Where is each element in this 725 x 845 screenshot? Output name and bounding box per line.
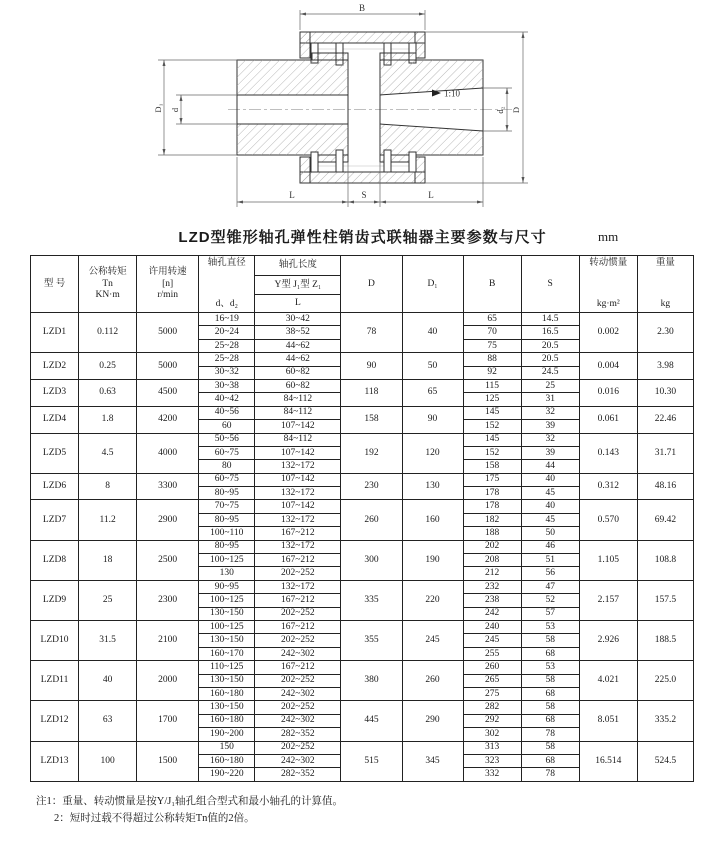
cell-B: 92 — [463, 366, 521, 379]
cell-D1: 160 — [402, 500, 463, 540]
cell-B: 232 — [463, 580, 521, 593]
cell-weight: 3.98 — [637, 353, 693, 380]
cell-D1: 345 — [402, 741, 463, 781]
cell-torque: 0.112 — [79, 313, 137, 353]
cell-bore-diameter: 80~95 — [199, 540, 255, 553]
bore-diameter-symbols: d、d₂ — [215, 299, 238, 310]
cell-model: LZD9 — [31, 580, 79, 620]
cell-bore-diameter: 50~56 — [199, 433, 255, 446]
cell-torque: 18 — [79, 540, 137, 580]
cell-bore-length: 44~62 — [255, 353, 341, 366]
cell-S: 68 — [521, 687, 579, 700]
torque-label: 公称转矩 — [88, 266, 127, 277]
elastic-pin — [409, 152, 416, 172]
cell-bore-length: 107~142 — [255, 473, 341, 486]
cell-D1: 130 — [402, 473, 463, 500]
cell-model: LZD4 — [31, 406, 79, 433]
cell-B: 65 — [463, 313, 521, 326]
cell-S: 44 — [521, 460, 579, 473]
cell-bore-length: 282~352 — [255, 768, 341, 781]
cell-S: 50 — [521, 527, 579, 540]
cell-model: LZD6 — [31, 473, 79, 500]
cell-bore-length: 282~352 — [255, 728, 341, 741]
cell-bore-length: 107~142 — [255, 500, 341, 513]
cell-D: 445 — [341, 701, 402, 741]
top-sleeve — [300, 32, 425, 43]
cell-bore-length: 84~112 — [255, 433, 341, 446]
cell-D1: 90 — [402, 406, 463, 433]
cell-speed: 4500 — [137, 379, 199, 406]
cell-torque: 8 — [79, 473, 137, 500]
cell-bore-length: 60~82 — [255, 366, 341, 379]
torque-symbol: Tn — [102, 278, 113, 289]
col-header-model: 型 号 — [31, 256, 79, 313]
cell-bore-diameter: 130 — [199, 567, 255, 580]
cell-speed: 2000 — [137, 661, 199, 701]
cell-bore-length: 242~302 — [255, 754, 341, 767]
table-row — [31, 701, 694, 714]
cell-D: 230 — [341, 473, 402, 500]
table-row — [31, 620, 694, 633]
table-row — [31, 580, 694, 593]
cell-speed: 4000 — [137, 433, 199, 473]
cell-inertia: 0.312 — [579, 473, 637, 500]
cell-bore-diameter: 90~95 — [199, 580, 255, 593]
cell-torque: 1.8 — [79, 406, 137, 433]
cell-bore-length: 44~62 — [255, 339, 341, 352]
cell-B: 158 — [463, 460, 521, 473]
cell-bore-length: 167~212 — [255, 527, 341, 540]
cell-S: 57 — [521, 607, 579, 620]
cell-inertia: 1.105 — [579, 540, 637, 580]
top-sleeve-left-cap — [300, 32, 310, 58]
cell-B: 238 — [463, 594, 521, 607]
cell-weight: 335.2 — [637, 701, 693, 741]
cell-speed: 4200 — [137, 406, 199, 433]
cell-bore-length: 202~252 — [255, 701, 341, 714]
cell-model: LZD11 — [31, 661, 79, 701]
cell-weight: 69.42 — [637, 500, 693, 540]
col-header-inertia — [579, 256, 637, 313]
col-header-speed — [137, 256, 199, 313]
cell-model: LZD8 — [31, 540, 79, 580]
cell-inertia: 0.016 — [579, 379, 637, 406]
cell-inertia: 0.570 — [579, 500, 637, 540]
cell-B: 145 — [463, 406, 521, 419]
cell-S: 40 — [521, 500, 579, 513]
cell-bore-length: 84~112 — [255, 406, 341, 419]
table-row — [31, 353, 694, 366]
table-row — [31, 313, 694, 326]
footnote-2: 2：短时过载不得超过公称转矩Tn值的2倍。 — [54, 813, 255, 824]
cell-bore-length: 167~212 — [255, 661, 341, 674]
cell-bore-diameter: 130~150 — [199, 701, 255, 714]
cell-D1: 260 — [402, 661, 463, 701]
cell-S: 16.5 — [521, 326, 579, 339]
cell-B: 323 — [463, 754, 521, 767]
col-header-bore-length: 轴孔长度 — [255, 256, 341, 276]
cell-model: LZD5 — [31, 433, 79, 473]
bottom-sleeve — [300, 172, 425, 183]
cell-B: 88 — [463, 353, 521, 366]
cell-bore-diameter: 160~170 — [199, 647, 255, 660]
cell-bore-diameter: 25~28 — [199, 353, 255, 366]
cell-B: 145 — [463, 433, 521, 446]
cell-weight: 524.5 — [637, 741, 693, 781]
dim-label-D: D — [511, 106, 521, 114]
parameters-table — [30, 255, 694, 782]
cell-inertia: 0.061 — [579, 406, 637, 433]
cell-bore-diameter: 60~75 — [199, 446, 255, 459]
cell-bore-diameter: 25~28 — [199, 339, 255, 352]
cell-model: LZD12 — [31, 701, 79, 741]
cell-S: 53 — [521, 620, 579, 633]
cell-S: 39 — [521, 446, 579, 459]
cell-S: 31 — [521, 393, 579, 406]
cell-B: 313 — [463, 741, 521, 754]
cell-bore-diameter: 100~125 — [199, 594, 255, 607]
speed-label: 许用转速 — [148, 266, 187, 277]
cell-bore-length: 202~252 — [255, 634, 341, 647]
cell-D: 158 — [341, 406, 402, 433]
cell-D: 90 — [341, 353, 402, 380]
cell-bore-length: 242~302 — [255, 647, 341, 660]
cell-bore-diameter: 80 — [199, 460, 255, 473]
col-header-length-types: Y型 J₁型 Z₁ — [255, 276, 341, 294]
cell-S: 14.5 — [521, 313, 579, 326]
cell-B: 70 — [463, 326, 521, 339]
cell-bore-diameter: 190~220 — [199, 768, 255, 781]
cell-B: 212 — [463, 567, 521, 580]
cell-D1: 65 — [402, 379, 463, 406]
cell-B: 292 — [463, 714, 521, 727]
cell-weight: 31.71 — [637, 433, 693, 473]
footnote-1: 注1：重量、转动惯量是按Y/J₁轴孔组合型式和最小轴孔的计算值。 — [36, 796, 343, 807]
cell-B: 240 — [463, 620, 521, 633]
table-row — [31, 379, 694, 392]
weight-label: 重量 — [655, 258, 675, 268]
cell-model: LZD3 — [31, 379, 79, 406]
cell-bore-length: 167~212 — [255, 594, 341, 607]
cell-bore-diameter: 80~95 — [199, 513, 255, 526]
cell-S: 32 — [521, 433, 579, 446]
cell-D: 78 — [341, 313, 402, 353]
cell-S: 46 — [521, 540, 579, 553]
col-header-D: D — [341, 256, 402, 313]
cell-bore-length: 30~42 — [255, 313, 341, 326]
cell-D1: 190 — [402, 540, 463, 580]
cell-bore-diameter: 130~150 — [199, 634, 255, 647]
unit-label: mm — [598, 229, 619, 244]
cell-bore-diameter: 130~150 — [199, 674, 255, 687]
cell-bore-diameter: 150 — [199, 741, 255, 754]
cell-bore-diameter: 80~95 — [199, 487, 255, 500]
cell-bore-diameter: 40~56 — [199, 406, 255, 419]
cell-B: 75 — [463, 339, 521, 352]
dim-label-L-right: L — [428, 190, 434, 200]
cell-bore-diameter: 70~75 — [199, 500, 255, 513]
cell-B: 182 — [463, 513, 521, 526]
cell-bore-length: 202~252 — [255, 607, 341, 620]
cell-model: LZD10 — [31, 620, 79, 660]
table-row — [31, 433, 694, 446]
col-header-length-L: L — [255, 294, 341, 312]
dim-label-D1: D₁ — [153, 103, 163, 113]
cell-B: 242 — [463, 607, 521, 620]
col-header-torque — [79, 256, 137, 313]
cell-bore-length: 84~112 — [255, 393, 341, 406]
table-body — [31, 313, 694, 782]
dim-label-d: d — [170, 107, 180, 113]
cell-S: 45 — [521, 487, 579, 500]
bore-diameter-label: 轴孔直径 — [207, 258, 246, 268]
cell-model: LZD2 — [31, 353, 79, 380]
cell-B: 255 — [463, 647, 521, 660]
cell-torque: 100 — [79, 741, 137, 781]
cell-D1: 245 — [402, 620, 463, 660]
cell-S: 68 — [521, 754, 579, 767]
cell-B: 152 — [463, 420, 521, 433]
cell-inertia: 16.514 — [579, 741, 637, 781]
col-header-S: S — [521, 256, 579, 313]
cell-bore-length: 242~302 — [255, 714, 341, 727]
cell-S: 32 — [521, 406, 579, 419]
inertia-unit: kg·m² — [596, 299, 620, 310]
cell-D1: 120 — [402, 433, 463, 473]
cell-D1: 40 — [402, 313, 463, 353]
cell-inertia: 4.021 — [579, 661, 637, 701]
cell-torque: 31.5 — [79, 620, 137, 660]
cell-D: 515 — [341, 741, 402, 781]
cell-torque: 11.2 — [79, 500, 137, 540]
cell-inertia: 8.051 — [579, 701, 637, 741]
cell-S: 53 — [521, 661, 579, 674]
cell-D1: 220 — [402, 580, 463, 620]
cell-torque: 40 — [79, 661, 137, 701]
cell-B: 175 — [463, 473, 521, 486]
cell-B: 260 — [463, 661, 521, 674]
cell-weight: 22.46 — [637, 406, 693, 433]
cell-S: 68 — [521, 647, 579, 660]
cell-B: 302 — [463, 728, 521, 741]
cell-D: 335 — [341, 580, 402, 620]
cell-bore-diameter: 40~42 — [199, 393, 255, 406]
bottom-sleeve-left-cap — [300, 157, 310, 183]
cell-bore-length: 132~172 — [255, 580, 341, 593]
cell-B: 202 — [463, 540, 521, 553]
cell-model: LZD13 — [31, 741, 79, 781]
cell-weight: 157.5 — [637, 580, 693, 620]
gear-teeth — [312, 53, 348, 60]
elastic-pin — [336, 150, 343, 172]
cell-bore-length: 242~302 — [255, 687, 341, 700]
cell-speed: 2500 — [137, 540, 199, 580]
cell-bore-length: 202~252 — [255, 567, 341, 580]
cell-D: 300 — [341, 540, 402, 580]
weight-unit: kg — [660, 299, 671, 310]
cell-bore-diameter: 100~110 — [199, 527, 255, 540]
elastic-pin — [384, 150, 391, 172]
cell-torque: 0.25 — [79, 353, 137, 380]
cell-speed: 5000 — [137, 313, 199, 353]
cell-bore-diameter: 110~125 — [199, 661, 255, 674]
cell-speed: 2300 — [137, 580, 199, 620]
cell-D1: 290 — [402, 701, 463, 741]
cell-S: 24.5 — [521, 366, 579, 379]
cell-torque: 63 — [79, 701, 137, 741]
cell-S: 39 — [521, 420, 579, 433]
dim-label-d2: d₂ — [495, 106, 505, 114]
footnotes — [36, 793, 343, 827]
table-row — [31, 500, 694, 513]
cell-speed: 2100 — [137, 620, 199, 660]
cell-S: 58 — [521, 701, 579, 714]
page-title: LZD型锥形轴孔弹性柱销齿式联轴器主要参数与尺寸 — [178, 229, 547, 246]
elastic-pin — [311, 152, 318, 172]
col-header-B: B — [463, 256, 521, 313]
cell-bore-diameter: 190~200 — [199, 728, 255, 741]
cell-bore-diameter: 30~38 — [199, 379, 255, 392]
cell-bore-diameter: 60 — [199, 420, 255, 433]
cell-bore-diameter: 160~180 — [199, 754, 255, 767]
cell-bore-diameter: 100~125 — [199, 554, 255, 567]
table-row — [31, 741, 694, 754]
table-row — [31, 540, 694, 553]
cell-B: 178 — [463, 500, 521, 513]
cell-S: 40 — [521, 473, 579, 486]
cell-bore-diameter: 130~150 — [199, 607, 255, 620]
cell-bore-length: 38~52 — [255, 326, 341, 339]
col-header-weight — [637, 256, 693, 313]
cell-B: 245 — [463, 634, 521, 647]
cell-bore-length: 167~212 — [255, 620, 341, 633]
cell-S: 78 — [521, 768, 579, 781]
cell-bore-length: 107~142 — [255, 446, 341, 459]
cell-model: LZD7 — [31, 500, 79, 540]
cell-weight: 188.5 — [637, 620, 693, 660]
cell-B: 152 — [463, 446, 521, 459]
cell-weight: 2.30 — [637, 313, 693, 353]
cell-B: 125 — [463, 393, 521, 406]
cell-bore-diameter: 16~19 — [199, 313, 255, 326]
cell-bore-diameter: 30~32 — [199, 366, 255, 379]
cell-weight: 10.30 — [637, 379, 693, 406]
speed-unit: r/min — [157, 290, 178, 301]
dim-label-L-left: L — [289, 190, 295, 200]
cell-inertia: 0.004 — [579, 353, 637, 380]
cell-bore-length: 132~172 — [255, 540, 341, 553]
cell-bore-length: 107~142 — [255, 420, 341, 433]
cell-D: 380 — [341, 661, 402, 701]
cell-inertia: 0.143 — [579, 433, 637, 473]
cell-B: 178 — [463, 487, 521, 500]
cell-S: 47 — [521, 580, 579, 593]
cell-D: 260 — [341, 500, 402, 540]
table-row — [31, 661, 694, 674]
cell-bore-length: 202~252 — [255, 741, 341, 754]
cell-B: 282 — [463, 701, 521, 714]
cell-speed: 2900 — [137, 500, 199, 540]
cell-B: 188 — [463, 527, 521, 540]
cell-S: 78 — [521, 728, 579, 741]
cell-D: 355 — [341, 620, 402, 660]
cell-S: 45 — [521, 513, 579, 526]
table-row — [31, 473, 694, 486]
cell-S: 25 — [521, 379, 579, 392]
torque-unit: KN·m — [95, 290, 120, 301]
cell-B: 265 — [463, 674, 521, 687]
cell-inertia: 2.926 — [579, 620, 637, 660]
cell-D: 118 — [341, 379, 402, 406]
cell-B: 208 — [463, 554, 521, 567]
cell-bore-length: 132~172 — [255, 487, 341, 500]
cell-S: 68 — [521, 714, 579, 727]
cell-S: 58 — [521, 741, 579, 754]
cell-bore-diameter: 60~75 — [199, 473, 255, 486]
cell-bore-length: 132~172 — [255, 460, 341, 473]
cell-bore-length: 60~82 — [255, 379, 341, 392]
cell-model: LZD1 — [31, 313, 79, 353]
cell-weight: 225.0 — [637, 661, 693, 701]
cell-speed: 1500 — [137, 741, 199, 781]
cell-inertia: 0.002 — [579, 313, 637, 353]
cell-torque: 25 — [79, 580, 137, 620]
cell-S: 52 — [521, 594, 579, 607]
cell-torque: 0.63 — [79, 379, 137, 406]
cell-bore-length: 132~172 — [255, 513, 341, 526]
cell-bore-diameter: 160~180 — [199, 687, 255, 700]
cell-B: 332 — [463, 768, 521, 781]
cell-bore-diameter: 100~125 — [199, 620, 255, 633]
dim-label-B: B — [358, 3, 366, 13]
cell-S: 58 — [521, 674, 579, 687]
inertia-label: 转动惯量 — [589, 258, 628, 268]
table-row — [31, 406, 694, 419]
cell-bore-length: 202~252 — [255, 674, 341, 687]
cell-torque: 4.5 — [79, 433, 137, 473]
cell-bore-length: 167~212 — [255, 554, 341, 567]
cell-D1: 50 — [402, 353, 463, 380]
cell-bore-diameter: 160~180 — [199, 714, 255, 727]
cell-speed: 3300 — [137, 473, 199, 500]
col-header-bore-diameter — [199, 256, 255, 313]
cell-B: 115 — [463, 379, 521, 392]
cell-weight: 108.8 — [637, 540, 693, 580]
cell-B: 275 — [463, 687, 521, 700]
coupling-section-drawing — [140, 0, 590, 220]
col-header-D1: D₁ — [402, 256, 463, 313]
cell-S: 56 — [521, 567, 579, 580]
speed-symbol: [n] — [162, 278, 174, 289]
cell-S: 51 — [521, 554, 579, 567]
cell-S: 58 — [521, 634, 579, 647]
dim-label-S: S — [361, 190, 367, 200]
cell-D: 192 — [341, 433, 402, 473]
cell-S: 20.5 — [521, 353, 579, 366]
cell-S: 20.5 — [521, 339, 579, 352]
gear-teeth — [380, 53, 416, 60]
taper-label: 1:10 — [444, 88, 461, 99]
cell-inertia: 2.157 — [579, 580, 637, 620]
cell-bore-diameter: 20~24 — [199, 326, 255, 339]
cell-speed: 1700 — [137, 701, 199, 741]
cell-weight: 48.16 — [637, 473, 693, 500]
cell-speed: 5000 — [137, 353, 199, 380]
